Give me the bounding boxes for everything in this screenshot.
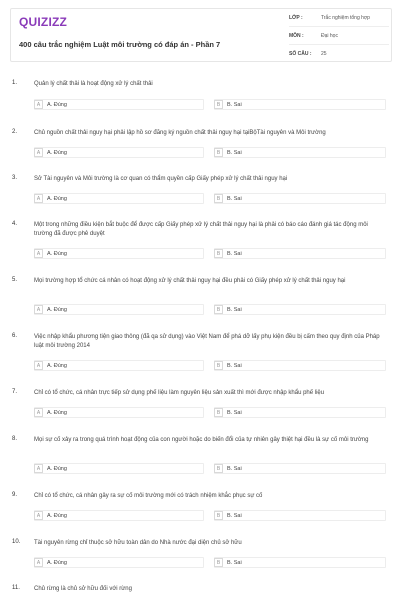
option-text: B. Sai — [227, 362, 242, 369]
option-badge: A — [34, 408, 43, 417]
meta-row-count — [289, 45, 389, 62]
option-badge: A — [34, 361, 43, 370]
option-badge: A — [34, 305, 43, 314]
option-b[interactable] — [214, 99, 242, 110]
option-text: A. Đúng — [47, 195, 67, 202]
question-text: Tài nguyên rừng chỉ thuộc sở hữu toàn dân do Nhà nước đại diện chủ sở hữu — [34, 540, 242, 546]
option-badge: B — [214, 249, 223, 258]
option-text: B. Sai — [227, 409, 242, 416]
option-a[interactable] — [34, 193, 67, 204]
option-text: A. Đúng — [47, 559, 67, 566]
option-b[interactable] — [214, 193, 242, 204]
option-text: B. Sai — [227, 149, 242, 156]
option-text: A. Đúng — [47, 306, 67, 313]
question-item — [0, 325, 400, 381]
question-number: 10. — [12, 539, 21, 545]
option-text: A. Đúng — [47, 250, 67, 257]
option-a[interactable] — [34, 304, 67, 315]
meta-value: Trắc nghiệm tổng hợp — [321, 14, 370, 21]
option-b[interactable] — [214, 360, 242, 371]
option-b[interactable] — [214, 248, 242, 259]
question-text: Chủ rừng là chủ sở hữu đối với rừng — [34, 586, 132, 592]
option-text: A. Đúng — [47, 465, 67, 472]
question-item — [0, 531, 400, 577]
question-text: Việc nhập khẩu phương tiện giao thông (đã qa sử dụng) vào Việt Nam để phá dỡ lấy phụ kiện đều bị cấm theo quy định của Pháp luật môi trường 2014 — [34, 334, 380, 349]
question-item — [0, 167, 400, 213]
question-number: 3. — [12, 175, 18, 181]
question-item — [0, 428, 400, 484]
option-badge: B — [214, 100, 223, 109]
option-badge: A — [34, 148, 43, 157]
question-item — [0, 121, 400, 167]
option-text: A. Đúng — [47, 362, 67, 369]
meta-row-class — [289, 9, 389, 27]
meta-table — [289, 9, 389, 62]
option-badge: B — [214, 408, 223, 417]
option-badge: A — [34, 194, 43, 203]
question-item — [0, 64, 400, 121]
question-item — [0, 381, 400, 428]
meta-row-subject — [289, 27, 389, 45]
option-a[interactable] — [34, 510, 67, 521]
question-number: 6. — [12, 333, 18, 339]
option-a[interactable] — [34, 248, 67, 259]
option-badge: B — [214, 511, 223, 520]
option-badge: A — [34, 511, 43, 520]
option-text: B. Sai — [227, 195, 242, 202]
option-a[interactable] — [34, 407, 67, 418]
question-text: Chủ nguồn chất thải nguy hại phải lập hồ sơ đăng ký nguồn chất thải nguy hại tạiBộTài nguyên và Môi trường — [34, 130, 326, 136]
meta-label: LỚP : — [289, 14, 303, 21]
question-item — [0, 577, 400, 597]
question-text: Mọi sự cố xảy ra trong quá trình hoạt động của con người hoặc do biến đổi của tự nhiên gây thiệt hại đều là sự cố môi trường — [34, 437, 369, 443]
meta-label: SỐ CÂU : — [289, 50, 312, 57]
question-text: Một trong những điều kiện bắt buộc để được cấp Giấy phép xử lý chất thải nguy hại là phải có báo cáo đánh giá tác động môi trường đã được phê duyệt — [34, 222, 368, 237]
option-a[interactable] — [34, 147, 67, 158]
question-number: 7. — [12, 389, 18, 395]
question-number: 4. — [12, 221, 18, 227]
option-b[interactable] — [214, 407, 242, 418]
option-badge: B — [214, 558, 223, 567]
question-item — [0, 269, 400, 325]
option-a[interactable] — [34, 463, 67, 474]
option-badge: B — [214, 194, 223, 203]
option-badge: A — [34, 558, 43, 567]
option-text: B. Sai — [227, 465, 242, 472]
page-title: 400 câu trắc nghiệm Luật môi trường có đáp án - Phần 7 — [19, 40, 221, 49]
question-number: 9. — [12, 492, 18, 498]
option-text: B. Sai — [227, 559, 242, 566]
option-b[interactable] — [214, 304, 242, 315]
question-text: Chỉ có tổ chức, cá nhân gây ra sự cố môi trường mới có trách nhiệm khắc phục sự cố — [34, 493, 263, 499]
option-badge: A — [34, 249, 43, 258]
question-number: 2. — [12, 129, 18, 135]
question-text: Mọi trường hợp tổ chức cá nhân có hoạt động xử lý chất thải nguy hại đều phải có Giấy phép xử lý chất thải nguy hại — [34, 278, 346, 284]
question-number: 5. — [12, 277, 18, 283]
option-badge: B — [214, 361, 223, 370]
question-text: Sở Tài nguyên và Môi trường là cơ quan có thẩm quyền cấp Giấy phép xử lý chất thải nguy hại — [34, 176, 288, 182]
option-text: A. Đúng — [47, 512, 67, 519]
option-text: A. Đúng — [47, 409, 67, 416]
option-b[interactable] — [214, 147, 242, 158]
meta-value: 25 — [321, 50, 327, 57]
question-text: Quản lý chất thải là hoạt động xử lý chất thải — [34, 81, 153, 87]
option-text: B. Sai — [227, 306, 242, 313]
option-a[interactable] — [34, 99, 67, 110]
option-b[interactable] — [214, 557, 242, 568]
option-text: A. Đúng — [47, 101, 67, 108]
question-item — [0, 484, 400, 531]
question-number: 1. — [12, 80, 18, 86]
option-text: A. Đúng — [47, 149, 67, 156]
meta-label: MÔN : — [289, 32, 304, 39]
option-text: B. Sai — [227, 250, 242, 257]
option-a[interactable] — [34, 360, 67, 371]
option-badge: B — [214, 464, 223, 473]
option-a[interactable] — [34, 557, 67, 568]
question-item — [0, 213, 400, 269]
option-text: B. Sai — [227, 101, 242, 108]
option-text: B. Sai — [227, 512, 242, 519]
question-list — [0, 64, 400, 597]
option-badge: A — [34, 464, 43, 473]
option-b[interactable] — [214, 510, 242, 521]
option-badge: B — [214, 148, 223, 157]
question-number: 11. — [12, 585, 20, 591]
worksheet-header — [10, 8, 392, 62]
option-b[interactable] — [214, 463, 242, 474]
question-number: 8. — [12, 436, 18, 442]
option-badge: B — [214, 305, 223, 314]
quizizz-logo: QUIZIZZ — [19, 15, 68, 29]
option-badge: A — [34, 100, 43, 109]
meta-value: Đại học — [321, 32, 338, 39]
question-text: Chỉ có tổ chức, cá nhân trực tiếp sử dụng phế liệu làm nguyên liệu sản xuất thì mới được nhập khẩu phế liệu — [34, 390, 325, 396]
